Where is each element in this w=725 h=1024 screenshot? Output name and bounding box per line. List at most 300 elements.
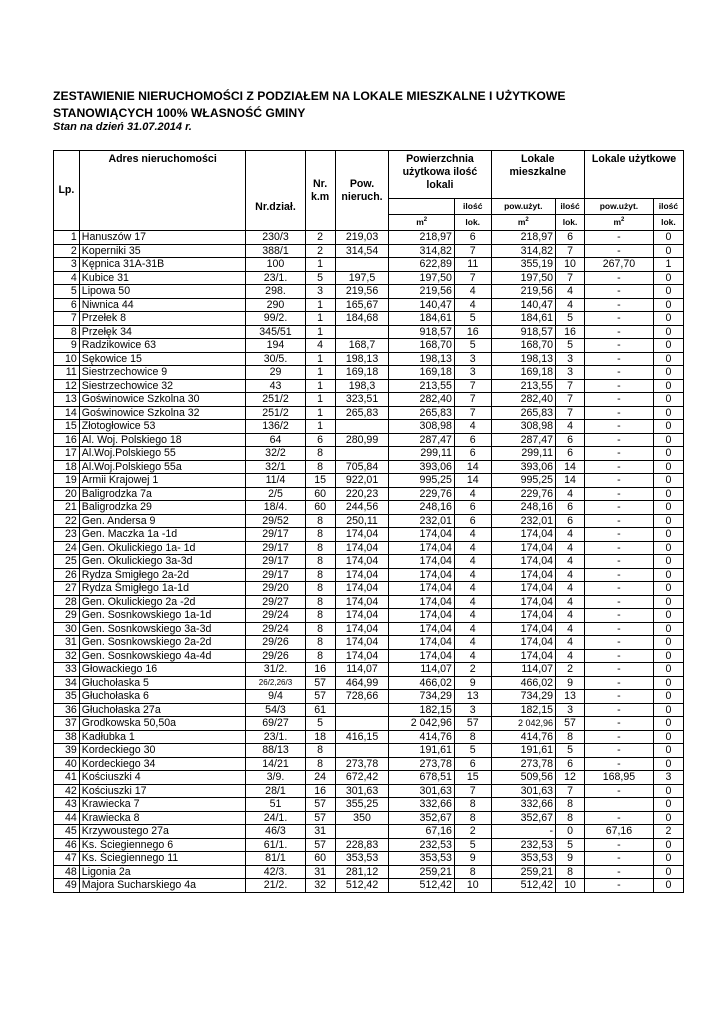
cell-pow: 114,07 [335,663,389,677]
cell-pow-mieszk: 191,61 [491,744,556,758]
cell-pow-uzytk: - [585,393,654,407]
cell-ilosc-uzytk: 0 [653,393,683,407]
cell-pow [335,703,389,717]
cell-pow-mieszk: 174,04 [491,609,556,623]
cell-ilosc-mieszk: 7 [556,784,585,798]
cell-pow-uzytk: - [585,420,654,434]
cell-address: Siestrzechowice 9 [79,366,246,380]
table-row [54,663,684,677]
unit-lok-m: lok. [556,215,585,231]
cell-nr-km: 8 [305,649,335,663]
table-row [54,420,684,434]
cell-ilosc-uzytk: 0 [653,487,683,501]
cell-pow: 705,84 [335,460,389,474]
cell-address: Lipowa 50 [79,285,246,299]
cell-pow-uzyt: 414,76 [389,730,455,744]
cell-pow-mieszk: 169,18 [491,366,556,380]
cell-nr-dzial: 29/17 [246,568,305,582]
cell-pow-uzytk: - [585,649,654,663]
cell-ilosc-mieszk: 6 [556,514,585,528]
cell-nr-dzial: 26/2,26/3 [246,676,305,690]
cell-pow-mieszk: 466,02 [491,676,556,690]
table-row [54,703,684,717]
cell-ilosc-uzytk: 0 [653,784,683,798]
cell-nr-km: 60 [305,852,335,866]
cell-nr-dzial: 136/2 [246,420,305,434]
cell-pow-mieszk: 232,01 [491,514,556,528]
cell-pow-uzyt: 622,89 [389,258,455,272]
table-row [54,636,684,650]
cell-nr-km: 1 [305,393,335,407]
cell-ilosc-uzytk: 0 [653,555,683,569]
cell-pow-mieszk: 393,06 [491,460,556,474]
cell-nr-km: 32 [305,879,335,893]
cell-pow: 281,12 [335,865,389,879]
table-row [54,622,684,636]
cell-pow: 244,56 [335,501,389,515]
cell-ilosc-lokali: 6 [454,514,491,528]
cell-nr-dzial: 28/1 [246,784,305,798]
cell-nr-dzial: 29/26 [246,649,305,663]
table-row [54,244,684,258]
cell-ilosc-uzytk: 0 [653,352,683,366]
cell-pow-uzyt: 174,04 [389,622,455,636]
cell-address: Sękowice 15 [79,352,246,366]
cell-nr-dzial: 30/5. [246,352,305,366]
cell-ilosc-mieszk: 8 [556,811,585,825]
table-row [54,339,684,353]
cell-pow: 174,04 [335,582,389,596]
cell-ilosc-mieszk: 6 [556,501,585,515]
cell-pow-uzytk: - [585,433,654,447]
cell-pow-uzyt: 174,04 [389,555,455,569]
cell-lp: 23 [54,528,80,542]
cell-pow: 250,11 [335,514,389,528]
cell-lp: 43 [54,798,80,812]
cell-address: Krawiecka 8 [79,811,246,825]
table-row [54,312,684,326]
table-row [54,609,684,623]
cell-address: Koperniki 35 [79,244,246,258]
cell-nr-km: 1 [305,312,335,326]
cell-ilosc-lokali: 4 [454,298,491,312]
cell-ilosc-mieszk: 4 [556,528,585,542]
cell-nr-km: 60 [305,487,335,501]
cell-ilosc-mieszk: 6 [556,757,585,771]
cell-lp: 30 [54,622,80,636]
cell-ilosc-mieszk: 4 [556,595,585,609]
cell-ilosc-lokali: 4 [454,555,491,569]
cell-pow-uzytk: - [585,541,654,555]
cell-lp: 16 [54,433,80,447]
cell-nr-km: 8 [305,568,335,582]
table-row [54,325,684,339]
cell-ilosc-lokali: 7 [454,244,491,258]
cell-pow-uzytk: - [585,865,654,879]
cell-lp: 46 [54,838,80,852]
cell-nr-km: 3 [305,285,335,299]
cell-ilosc-mieszk: 57 [556,717,585,731]
cell-lp: 12 [54,379,80,393]
table-row [54,838,684,852]
cell-pow-uzyt: 301,63 [389,784,455,798]
cell-nr-dzial: 99/2. [246,312,305,326]
cell-address: Krzywoustego 27a [79,825,246,839]
cell-ilosc-mieszk: 14 [556,474,585,488]
cell-pow: 273,78 [335,757,389,771]
cell-pow-mieszk: 273,78 [491,757,556,771]
cell-nr-km: 8 [305,609,335,623]
cell-pow-mieszk: 174,04 [491,582,556,596]
cell-pow-uzyt: 466,02 [389,676,455,690]
cell-ilosc-lokali: 4 [454,528,491,542]
cell-pow-mieszk: 218,97 [491,231,556,245]
cell-ilosc-lokali: 4 [454,622,491,636]
cell-ilosc-uzytk: 0 [653,231,683,245]
table-row [54,784,684,798]
cell-pow-mieszk: 995,25 [491,474,556,488]
cell-ilosc-uzytk: 0 [653,582,683,596]
cell-ilosc-mieszk: 7 [556,271,585,285]
cell-nr-dzial: 290 [246,298,305,312]
cell-nr-dzial: 100 [246,258,305,272]
cell-pow-uzyt: 218,97 [389,231,455,245]
cell-ilosc-uzytk: 0 [653,703,683,717]
cell-lp: 49 [54,879,80,893]
cell-lp: 20 [54,487,80,501]
cell-pow: 168,7 [335,339,389,353]
cell-nr-dzial: 21/2. [246,879,305,893]
cell-pow-uzytk: - [585,231,654,245]
subheader-ilosc: ilość [454,199,491,215]
cell-pow: 219,03 [335,231,389,245]
cell-ilosc-mieszk: 4 [556,649,585,663]
cell-nr-km: 2 [305,231,335,245]
cell-pow-uzytk: - [585,312,654,326]
cell-address: Ks. Ściegiennego 11 [79,852,246,866]
cell-ilosc-mieszk: 2 [556,663,585,677]
cell-ilosc-uzytk: 0 [653,406,683,420]
cell-lp: 1 [54,231,80,245]
cell-ilosc-lokali: 11 [454,258,491,272]
table-row [54,352,684,366]
cell-pow-uzytk: - [585,325,654,339]
cell-ilosc-mieszk: 4 [556,541,585,555]
cell-ilosc-uzytk: 0 [653,852,683,866]
cell-ilosc-lokali: 9 [454,676,491,690]
cell-pow [335,447,389,461]
cell-nr-km: 8 [305,636,335,650]
cell-pow-uzyt: 287,47 [389,433,455,447]
cell-ilosc-lokali: 4 [454,541,491,555]
cell-pow-mieszk: 168,70 [491,339,556,353]
cell-ilosc-lokali: 4 [454,636,491,650]
cell-nr-km: 57 [305,838,335,852]
cell-lp: 38 [54,730,80,744]
unit-m2: $m^2$ [389,215,455,231]
table-row [54,433,684,447]
cell-ilosc-mieszk: 4 [556,420,585,434]
cell-ilosc-lokali: 5 [454,312,491,326]
cell-ilosc-uzytk: 0 [653,649,683,663]
cell-address: Głuchołaska 5 [79,676,246,690]
cell-pow-uzytk: - [585,339,654,353]
unit-lok: lok. [454,215,491,231]
cell-ilosc-lokali: 57 [454,717,491,731]
cell-pow [335,717,389,731]
cell-ilosc-uzytk: 0 [653,798,683,812]
cell-pow-uzyt: 352,67 [389,811,455,825]
table-row [54,285,684,299]
table-row [54,825,684,839]
table-row [54,501,684,515]
cell-pow-uzyt: 67,16 [389,825,455,839]
cell-pow-mieszk: 197,50 [491,271,556,285]
cell-lp: 19 [54,474,80,488]
cell-address: Gen. Sosnkowskiego 4a-4d [79,649,246,663]
cell-ilosc-mieszk: 8 [556,865,585,879]
cell-ilosc-uzytk: 3 [653,771,683,785]
cell-pow: 174,04 [335,622,389,636]
cell-nr-km: 1 [305,352,335,366]
cell-pow: 174,04 [335,568,389,582]
table-row [54,744,684,758]
cell-nr-dzial: 32/2 [246,447,305,461]
cell-address: Grodkowska 50,50a [79,717,246,731]
cell-nr-dzial: 31/2. [246,663,305,677]
cell-pow [335,420,389,434]
cell-pow-uzyt: 174,04 [389,582,455,596]
cell-ilosc-lokali: 4 [454,420,491,434]
cell-ilosc-lokali: 6 [454,757,491,771]
cell-pow-mieszk: 299,11 [491,447,556,461]
cell-lp: 42 [54,784,80,798]
cell-ilosc-mieszk: 3 [556,703,585,717]
cell-pow: 922,01 [335,474,389,488]
cell-address: Gen. Okulickiego 2a -2d [79,595,246,609]
cell-ilosc-uzytk: 0 [653,379,683,393]
cell-pow-uzyt: 259,21 [389,865,455,879]
cell-ilosc-uzytk: 0 [653,865,683,879]
title-line-2: STANOWIĄCYCH 100% WŁASNOŚĆ GMINY [53,106,306,120]
cell-pow-uzyt: 353,53 [389,852,455,866]
cell-pow: 174,04 [335,595,389,609]
cell-nr-km: 1 [305,420,335,434]
unit-lok-u: lok. [653,215,683,231]
cell-pow-mieszk: 259,21 [491,865,556,879]
cell-pow: 672,42 [335,771,389,785]
table-row [54,771,684,785]
table-row [54,717,684,731]
cell-pow: 219,56 [335,285,389,299]
cell-pow: 198,3 [335,379,389,393]
table-row [54,366,684,380]
cell-pow: 174,04 [335,555,389,569]
cell-ilosc-uzytk: 0 [653,609,683,623]
cell-pow-mieszk: 184,61 [491,312,556,326]
cell-lp: 39 [54,744,80,758]
cell-pow [335,258,389,272]
cell-ilosc-mieszk: 10 [556,258,585,272]
table-row [54,258,684,272]
cell-pow: 280,99 [335,433,389,447]
cell-pow-uzytk: - [585,744,654,758]
cell-ilosc-lokali: 4 [454,609,491,623]
cell-nr-dzial: 42/3. [246,865,305,879]
cell-address: Hanuszów 17 [79,231,246,245]
cell-nr-dzial: 88/13 [246,744,305,758]
cell-nr-km: 8 [305,528,335,542]
cell-pow: 174,04 [335,609,389,623]
cell-lp: 35 [54,690,80,704]
cell-address: Kordeckiego 30 [79,744,246,758]
cell-ilosc-lokali: 3 [454,703,491,717]
cell-ilosc-mieszk: 12 [556,771,585,785]
cell-pow-mieszk: 265,83 [491,406,556,420]
cell-ilosc-lokali: 4 [454,582,491,596]
cell-address: Radzikowice 63 [79,339,246,353]
cell-pow-uzytk: - [585,595,654,609]
cell-pow-uzyt: 248,16 [389,501,455,515]
header-lokale-mieszkalne: Lokale mieszkalne [491,151,585,199]
cell-pow-uzytk: - [585,514,654,528]
cell-ilosc-lokali: 5 [454,339,491,353]
cell-nr-km: 8 [305,514,335,528]
cell-lp: 32 [54,649,80,663]
cell-ilosc-uzytk: 0 [653,622,683,636]
cell-pow-uzytk: - [585,528,654,542]
cell-lp: 41 [54,771,80,785]
table-row [54,811,684,825]
cell-ilosc-uzytk: 0 [653,663,683,677]
document-title [53,88,566,122]
cell-nr-km: 5 [305,717,335,731]
cell-pow-uzytk: - [585,663,654,677]
cell-ilosc-uzytk: 0 [653,244,683,258]
cell-ilosc-lokali: 7 [454,379,491,393]
cell-ilosc-uzytk: 2 [653,825,683,839]
table-row [54,865,684,879]
cell-pow-uzytk: - [585,636,654,650]
cell-nr-dzial: 14/21 [246,757,305,771]
cell-ilosc-uzytk: 0 [653,838,683,852]
cell-ilosc-lokali: 14 [454,474,491,488]
cell-lp: 31 [54,636,80,650]
table-row [54,541,684,555]
cell-ilosc-mieszk: 4 [556,285,585,299]
cell-ilosc-lokali: 6 [454,231,491,245]
cell-address: Armii Krajowej 1 [79,474,246,488]
cell-ilosc-lokali: 2 [454,663,491,677]
cell-lp: 29 [54,609,80,623]
cell-nr-km: 31 [305,865,335,879]
cell-ilosc-uzytk: 0 [653,636,683,650]
header-address: Adres nieruchomości [79,151,246,231]
table-row [54,595,684,609]
table-row [54,379,684,393]
cell-ilosc-lokali: 13 [454,690,491,704]
cell-lp: 33 [54,663,80,677]
cell-lp: 25 [54,555,80,569]
cell-address: Niwnica 44 [79,298,246,312]
cell-pow-mieszk: 282,40 [491,393,556,407]
table-row [54,231,684,245]
cell-pow: 265,83 [335,406,389,420]
cell-ilosc-uzytk: 0 [653,501,683,515]
cell-nr-km: 1 [305,325,335,339]
cell-pow-mieszk: 287,47 [491,433,556,447]
cell-ilosc-lokali: 10 [454,879,491,893]
property-table [53,150,684,893]
cell-pow-mieszk: 114,07 [491,663,556,677]
cell-ilosc-lokali: 5 [454,838,491,852]
cell-ilosc-mieszk: 7 [556,393,585,407]
cell-ilosc-uzytk: 0 [653,676,683,690]
table-row [54,393,684,407]
cell-pow-uzyt: 314,82 [389,244,455,258]
cell-pow-uzytk: - [585,757,654,771]
cell-pow-mieszk: 219,56 [491,285,556,299]
cell-address: Goświnowice Szkolna 30 [79,393,246,407]
cell-pow [335,744,389,758]
table-row [54,730,684,744]
cell-address: Gen. Maczka 1a -1d [79,528,246,542]
cell-nr-dzial: 29/26 [246,636,305,650]
header-nr-km: Nr. k.m [305,151,335,231]
cell-address: Kadłubka 1 [79,730,246,744]
cell-pow-mieszk: 301,63 [491,784,556,798]
cell-ilosc-lokali: 7 [454,271,491,285]
cell-address: Majora Sucharskiego 4a [79,879,246,893]
cell-nr-dzial: 64 [246,433,305,447]
cell-address: Kępnica 31A-31B [79,258,246,272]
cell-pow-mieszk: 512,42 [491,879,556,893]
header-nr-dzial: Nr.dział. [246,151,305,231]
table-row [54,649,684,663]
cell-nr-dzial: 29/17 [246,555,305,569]
cell-nr-dzial: 230/3 [246,231,305,245]
cell-address: Krawiecka 7 [79,798,246,812]
cell-pow: 198,13 [335,352,389,366]
cell-ilosc-uzytk: 0 [653,312,683,326]
cell-pow-uzytk: - [585,271,654,285]
cell-pow-mieszk: 174,04 [491,555,556,569]
cell-lp: 6 [54,298,80,312]
cell-pow: 169,18 [335,366,389,380]
table-row [54,474,684,488]
cell-ilosc-lokali: 2 [454,825,491,839]
cell-lp: 45 [54,825,80,839]
table-row [54,879,684,893]
cell-address: Gen. Sosnkowskiego 3a-3d [79,622,246,636]
cell-address: Rydza Śmigłego 1a-1d [79,582,246,596]
cell-pow-uzyt: 734,29 [389,690,455,704]
cell-nr-dzial: 29/24 [246,609,305,623]
cell-lp: 37 [54,717,80,731]
cell-nr-km: 1 [305,258,335,272]
cell-ilosc-uzytk: 0 [653,528,683,542]
cell-address: Al.Woj.Polskiego 55a [79,460,246,474]
table-row [54,676,684,690]
cell-address: Kubice 31 [79,271,246,285]
cell-nr-dzial: 3/9. [246,771,305,785]
cell-pow-uzytk: - [585,703,654,717]
cell-pow-mieszk: 182,15 [491,703,556,717]
cell-pow-uzyt: 169,18 [389,366,455,380]
cell-pow-uzyt: 174,04 [389,528,455,542]
cell-nr-km: 1 [305,379,335,393]
cell-nr-dzial: 69/27 [246,717,305,731]
